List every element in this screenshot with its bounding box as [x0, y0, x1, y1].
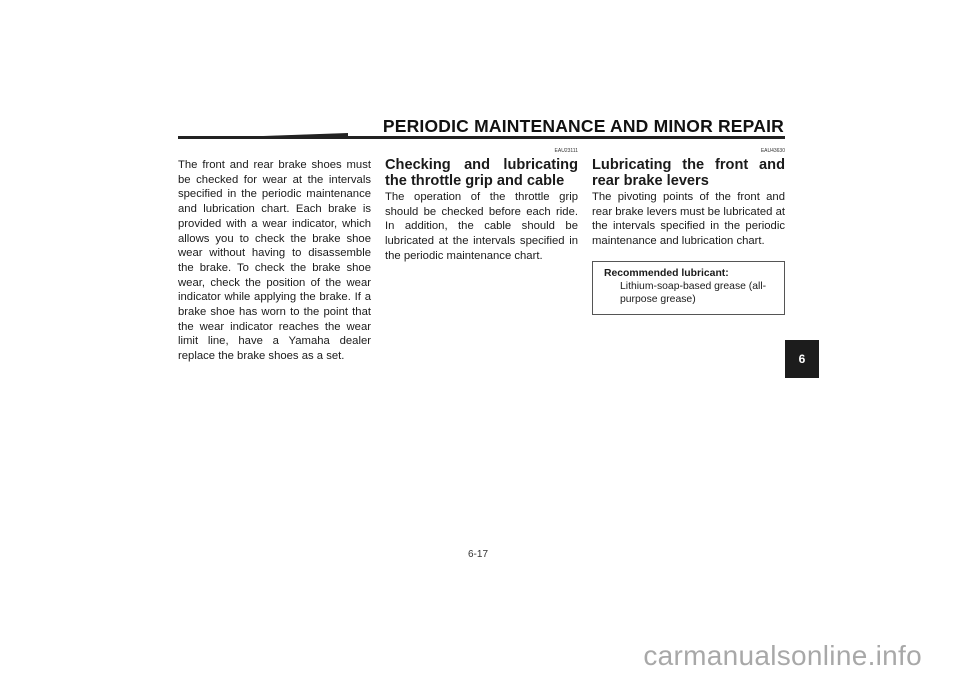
brake-levers-section [592, 148, 785, 315]
recommended-lubricant-box [592, 261, 785, 316]
chapter-tab: 6 [785, 340, 819, 378]
throttle-section-code: EAU23111 [554, 148, 578, 154]
throttle-section-paragraph: The operation of the throttle grip should be checked before each ride. In addition, the cable should be lubricated at the intervals specified in the periodic maintenance chart. [385, 191, 578, 262]
brake-shoe-column [178, 158, 371, 364]
recommended-lubricant-value: Lithium-soap-based grease (all-purpose grease) [620, 281, 767, 306]
brake-levers-section-paragraph: The pivoting points of the front and rear brake levers must be lubricated at the intervals specified in the periodic maintenance and lubrication chart. [592, 191, 785, 248]
header-rule [178, 136, 785, 139]
section-header-title: PERIODIC MAINTENANCE AND MINOR REPAIR [382, 116, 784, 136]
throttle-section [385, 148, 578, 264]
throttle-section-heading: Checking and lubricating the throttle grip and cable [385, 157, 578, 189]
brake-shoe-paragraph: The front and rear brake shoes must be checked for wear at the intervals specified in the periodic maintenance and lubrication chart. Each brake is provided with a wear indicator, which allows you to check the brake shoe wear without having to disassemble the brake. To check the brake shoe wear, check the position of the wear indicator while applying the brake. If a brake shoe has worn to the point that the wear indicator reaches the wear limit line, have a Yamaha dealer replace the brake shoes as a set. [178, 159, 371, 363]
page-number: 6-17 [468, 549, 489, 560]
recommended-lubricant-label: Recommended lubricant: [604, 267, 729, 279]
brake-levers-section-code: EAU43630 [760, 148, 785, 154]
brake-levers-section-heading: Lubricating the front and rear brake levers [592, 157, 785, 189]
watermark-text: carmanualsonline.info [643, 640, 922, 671]
